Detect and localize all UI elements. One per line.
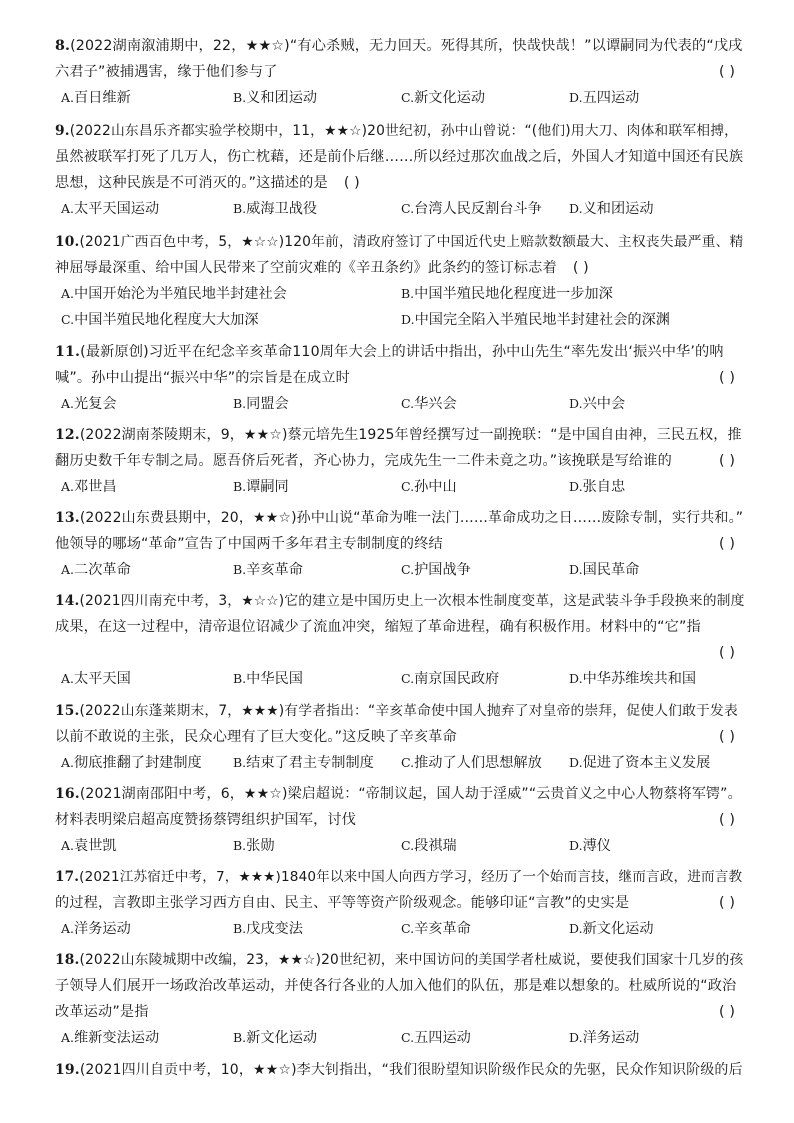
question-line [55,170,745,196]
option-d[interactable]: D.五四运动 [569,90,640,106]
options-row [55,833,745,859]
question-line [55,781,745,807]
option-a[interactable]: A.太平天国运动 [61,201,160,217]
answer-blank[interactable]: ( ) [718,1004,735,1020]
answer-blank[interactable]: ( ) [718,812,735,828]
option-d[interactable]: D.兴中会 [569,396,626,412]
answer-blank[interactable]: ( ) [718,645,735,661]
question-text: 他领导的哪场“革命”宣告了中国两千多年君主专制制度的终结 [55,536,443,552]
question-number: 19. [55,1062,80,1078]
answer-blank[interactable]: ( ) [718,536,735,552]
question-line [55,698,745,724]
question-number: 17. [55,869,80,885]
question-line [55,229,745,255]
question-number: 16. [55,786,80,802]
question-line [55,339,745,365]
question-8 [55,33,745,111]
question-number: 12. [55,427,80,443]
question-19 [55,1057,745,1083]
question-text: 思想，这种民族是不可消灭的。”这描述的是 [55,175,328,191]
question-line [55,947,745,973]
option-d[interactable]: D.张自忠 [569,479,626,495]
question-line [55,807,745,833]
question-text: (2021广西百色中考，5，★☆☆)120年前，清政府签订了中国近代史上赔款数额最大、主权丧失最严重、精 [79,234,744,250]
option-c[interactable]: C.五四运动 [401,1030,471,1046]
option-b[interactable]: B.义和团运动 [233,90,318,106]
option-b[interactable]: B.新文化运动 [233,1030,318,1046]
answer-blank[interactable]: ( ) [718,895,735,911]
option-a[interactable]: A.百日维新 [61,90,131,106]
option-d[interactable]: D.促进了资本主义发展 [569,755,711,771]
option-c[interactable]: C.护国战争 [401,562,471,578]
option-b[interactable]: B.中华民国 [233,671,303,687]
question-line [55,505,745,531]
option-d[interactable]: D.新文化运动 [569,921,654,937]
question-number: 18. [55,952,80,968]
options-row [55,281,745,307]
question-line [55,365,745,391]
question-text: 六君子”被捕遇害，缘于他们参与了 [55,64,278,80]
question-15 [55,698,745,776]
question-text: 喊”。孙中山提出“振兴中华”的宗旨是在成立时 [55,370,350,386]
question-text: 子领导人们展开一场政治改革运动，并使各行各业的人加入他们的队伍，那是难以想象的。杜威所说的“政治 [55,978,737,994]
question-text: (2022湖南溆浦期中，22，★★☆)“有心杀贼，无力回天。死得其所，快哉快哉！”以谭嗣同为代表的“戊戌 [70,38,743,54]
question-line [55,973,745,999]
question-9 [55,118,745,222]
option-a[interactable]: A.袁世凯 [61,838,117,854]
question-14 [55,588,745,692]
option-c[interactable]: C.推动了人们思想解放 [401,755,542,771]
question-line [55,999,745,1025]
option-b[interactable]: B.张勋 [233,838,275,854]
question-10 [55,229,745,333]
options-row [55,196,745,222]
option-c[interactable]: C.中国半殖民地化程度大大加深 [61,312,259,328]
answer-blank[interactable]: ( ) [343,175,360,191]
option-b[interactable]: B.中国半殖民地化程度进一步加深 [401,286,613,302]
question-17 [55,864,745,942]
option-a[interactable]: A.彻底推翻了封建制度 [61,755,202,771]
question-line [55,588,745,614]
question-number: 11. [55,344,81,360]
option-b[interactable]: B.同盟会 [233,396,289,412]
question-text: 虽然被联军打死了几万人，伤亡枕藉，还是前仆后继……所以经过那次血战之后，外国人才知道中国还有民族 [55,149,744,165]
option-d[interactable]: D.溥仪 [569,838,611,854]
option-c[interactable]: C.台湾人民反割台斗争 [401,201,542,217]
option-d[interactable]: D.中国完全陷入半殖民地半封建社会的深渊 [401,312,670,328]
question-text: (2022山东费县期中，20，★★☆)孙中山说“革命为唯一法门……革命成功之日……废除专制，实行共和。” [79,510,744,526]
answer-blank[interactable]: ( ) [572,260,589,276]
options-row [55,750,745,776]
question-line [55,422,745,448]
option-b[interactable]: B.威海卫战役 [233,201,318,217]
option-a[interactable]: A.洋务运动 [61,921,131,937]
question-number: 8. [55,38,71,54]
question-number: 9. [55,123,70,139]
option-c[interactable]: C.南京国民政府 [401,671,500,687]
question-text: 的过程，言教即主张学习西方自由、民主、平等等资产阶级观念。能够印证“言教”的史实是 [55,895,630,911]
question-text: 材料表明梁启超高度赞扬蔡锷组织护国军，讨伐 [55,812,357,828]
question-text: (2022山东陵城期中改编，23，★★☆)20世纪初，来中国访问的美国学者杜威说，要使我们国家十几岁的孩 [79,952,744,968]
question-18 [55,947,745,1051]
question-11 [55,339,745,417]
options-row [55,307,745,333]
option-d[interactable]: D.洋务运动 [569,1030,640,1046]
question-line [55,448,745,474]
options-row [55,391,745,417]
option-a[interactable]: A.维新变法运动 [61,1030,160,1046]
question-number: 15. [55,703,80,719]
option-c[interactable]: C.孙中山 [401,479,457,495]
option-d[interactable]: D.中华苏维埃共和国 [569,671,697,687]
question-text: (2021湖南邵阳中考，6，★★☆)梁启超说：“帝制议起，国人劫于淫威”“云贵首义之中心人物蔡将军锷”。 [79,786,742,802]
options-row [55,666,745,692]
question-text: (2022湖南茶陵期末，9，★★☆)蔡元培先生1925年曾经撰写过一副挽联：“是中国自由神，三民五权，推 [79,427,742,443]
question-text: (2021四川自贡中考，10，★★☆)李大钊指出，“我们很盼望知识阶级作民众的先驱，民众作知识阶级的后 [79,1062,743,1078]
option-b[interactable]: B.戊戌变法 [233,921,303,937]
question-text: (最新原创)习近平在纪念辛亥革命110周年大会上的讲话中指出，孙中山先生“率先发出‘振兴中华’的呐 [80,344,724,360]
option-a[interactable]: A.邓世昌 [61,479,117,495]
answer-blank[interactable]: ( ) [718,64,735,80]
question-line [55,864,745,890]
question-16 [55,781,745,859]
option-a[interactable]: A.光复会 [61,396,117,412]
question-text: (2022山东昌乐齐都实验学校期中，11，★★☆)20世纪初，孙中山曾说：“(他们)用大刀、肉体和联军相搏， [69,123,739,139]
question-number: 13. [55,510,80,526]
option-b[interactable]: B.谭嗣同 [233,479,289,495]
question-text: 翻历史数千年专制之局。愿吾侪后死者，齐心协力，完成先生一二件未竟之功。”该挽联是写给谁的 [55,453,672,469]
option-a[interactable]: A.太平天国 [61,671,131,687]
options-row [55,557,745,583]
answer-blank[interactable]: ( ) [718,729,735,745]
question-line [55,724,745,750]
question-text: (2021四川南充中考，3，★☆☆)它的建立是中国历史上一次根本性制度变革，这是武装斗争手段换来的制度 [79,593,745,609]
answer-blank[interactable]: ( ) [718,370,735,386]
option-b[interactable]: B.结束了君主专制制度 [233,755,374,771]
question-line [55,614,745,640]
question-text: 成果，在这一过程中，清帝退位诏减少了流血冲突，缩短了革命进程，确有积极作用。材料中的“它”指 [55,619,701,635]
option-c[interactable]: C.新文化运动 [401,90,486,106]
option-c[interactable]: C.段祺瑞 [401,838,457,854]
question-line [55,144,745,170]
options-row [55,85,745,111]
question-line [55,255,745,281]
answer-blank[interactable]: ( ) [718,453,735,469]
question-number: 14. [55,593,80,609]
question-text: (2022山东蓬莱期末，7，★★★)有学者指出：“辛亥革命使中国人抛弃了对皇帝的崇拜，促使人们敢于发表 [79,703,738,719]
question-text: (2021江苏宿迁中考，7，★★★)1840年以来中国人向西方学习，经历了一个始而言技，继而言政，进而言教 [79,869,743,885]
option-a[interactable]: A.二次革命 [61,562,131,578]
question-line [55,33,745,59]
option-d[interactable]: D.义和团运动 [569,201,654,217]
question-line [55,890,745,916]
question-line [55,640,745,666]
option-b[interactable]: B.辛亥革命 [233,562,303,578]
question-text: 改革运动”是指 [55,1004,149,1020]
question-12 [55,422,745,500]
question-line [55,531,745,557]
question-text: 以前不敢说的主张，民众心理有了巨大变化。”这反映了辛亥革命 [55,729,457,745]
question-line [55,118,745,144]
options-row [55,474,745,500]
options-row [55,1025,745,1051]
question-text: 神屈辱最深重、给中国人民带来了空前灾难的《辛丑条约》此条约的签订标志着 [55,260,557,276]
option-c[interactable]: C.华兴会 [401,396,457,412]
question-number: 10. [55,234,80,250]
question-line [55,1057,745,1083]
question-13 [55,505,745,583]
option-c[interactable]: C.辛亥革命 [401,921,471,937]
options-row [55,916,745,942]
option-a[interactable]: A.中国开始沦为半殖民地半封建社会 [61,286,287,302]
option-d[interactable]: D.国民革命 [569,562,640,578]
question-line [55,59,745,85]
